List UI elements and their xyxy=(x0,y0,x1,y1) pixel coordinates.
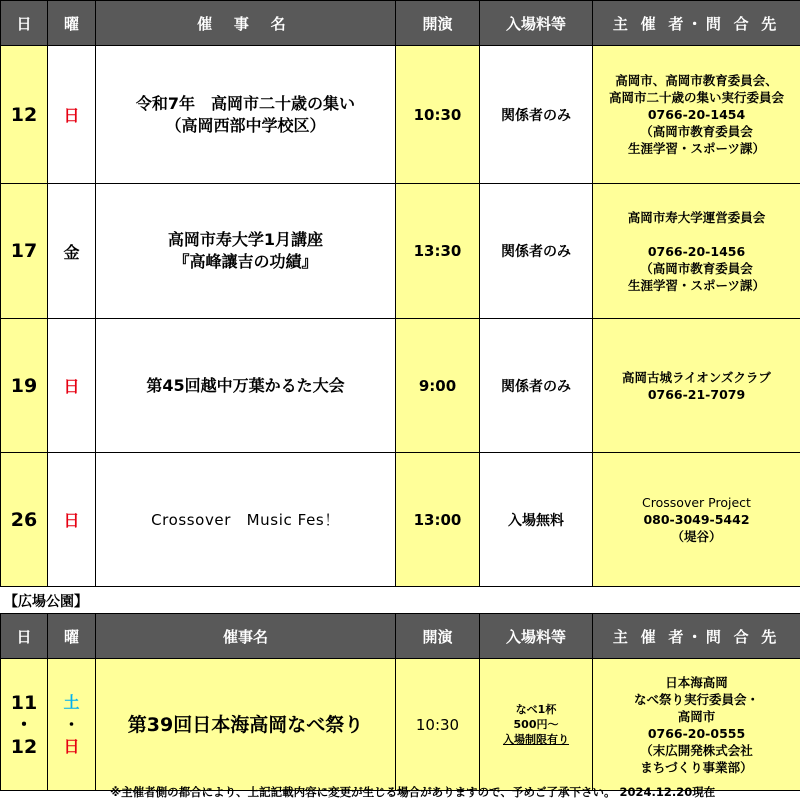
park-weekday-end: 日 xyxy=(63,736,80,756)
park-day-sep: ・ xyxy=(14,713,34,736)
event-row xyxy=(1,46,800,184)
park-event-start: 10:30 xyxy=(396,659,480,791)
header-start: 開演 xyxy=(396,1,480,46)
event-start: 10:30 xyxy=(396,46,480,184)
event-weekday: 日 xyxy=(48,319,96,453)
event-row xyxy=(1,319,800,453)
park-fee-line: 500円～ xyxy=(513,718,559,731)
park-section-label: 【広場公園】 xyxy=(4,594,88,610)
event-weekday: 日 xyxy=(48,453,96,587)
header-fee: 入場料等 xyxy=(480,1,593,46)
organizer-phone: 0766-20-0555 xyxy=(647,725,746,741)
organizer-line: 日本海高岡 xyxy=(665,674,728,690)
organizer-spacer xyxy=(593,226,800,243)
organizer-line: 高岡古城ライオンズクラブ xyxy=(622,369,771,385)
event-title-line: 第45回越中万葉かるた大会 xyxy=(146,375,345,395)
event-title-line: 『高峰讓吉の功績』 xyxy=(173,252,318,271)
park-header-organizer: 主 催 者・問 合 先 xyxy=(593,614,800,659)
event-title xyxy=(96,453,396,587)
event-fee: 関係者のみ xyxy=(480,46,593,184)
park-event-organizer xyxy=(593,659,800,791)
park-weekday-sep: ・ xyxy=(63,714,80,734)
event-title xyxy=(96,184,396,319)
park-header-event: 催事名 xyxy=(96,614,396,659)
event-organizer xyxy=(593,184,800,319)
event-title xyxy=(96,319,396,453)
organizer-line: 高岡市、高岡市教育委員会、 xyxy=(615,73,778,88)
park-event-row xyxy=(1,659,800,791)
park-header-day: 日 xyxy=(1,614,48,659)
organizer-line: （高岡市教育委員会 xyxy=(640,124,753,139)
event-fee: 関係者のみ xyxy=(480,184,593,319)
event-title-line: （高岡西部中学校区） xyxy=(165,115,326,135)
event-day: 17 xyxy=(1,184,48,319)
event-organizer xyxy=(593,46,800,184)
park-header-start: 開演 xyxy=(396,614,480,659)
event-day: 12 xyxy=(1,46,48,184)
event-organizer xyxy=(593,453,800,587)
event-fee: 入場無料 xyxy=(480,453,593,587)
organizer-line: 生涯学習・スポーツ課） xyxy=(627,277,765,293)
event-start: 13:30 xyxy=(396,184,480,319)
event-title xyxy=(96,46,396,184)
event-organizer xyxy=(593,319,800,453)
organizer-phone: 0766-20-1454 xyxy=(647,107,746,122)
park-event-title: 第39回日本海高岡なべ祭り xyxy=(96,659,396,791)
organizer-line: （末広開発株式会社 xyxy=(640,742,753,758)
event-title-line: 令和7年 高岡市二十歳の集い xyxy=(135,93,356,113)
park-weekday-start: 土 xyxy=(63,692,80,712)
organizer-line: 高岡市寿大学運営委員会 xyxy=(627,209,766,225)
event-day: 19 xyxy=(1,319,48,453)
header-organizer: 主 催 者・問 合 先 xyxy=(593,1,800,46)
footer-note: ※主催者側の都合により、上記記載内容に変更が生じる場合がありますので、予めご了承下さい。 2024.12.20現在 xyxy=(110,785,716,799)
event-title-line: Crossover Music Fes！ xyxy=(151,510,340,529)
event-weekday: 金 xyxy=(48,184,96,319)
park-event-weekday xyxy=(48,659,96,791)
event-weekday: 日 xyxy=(48,46,96,184)
organizer-line: 高岡市 xyxy=(677,708,716,724)
organizer-line: （高岡市教育委員会 xyxy=(640,260,753,276)
organizer-line: Crossover Project xyxy=(642,495,751,510)
event-start: 9:00 xyxy=(396,319,480,453)
park-fee-line: なべ1杯 xyxy=(515,703,557,716)
header-weekday: 曜 xyxy=(48,1,96,46)
organizer-line: 高岡市二十歳の集い実行委員会 xyxy=(608,90,784,105)
header-event: 催 事 名 xyxy=(96,1,396,46)
organizer-phone: 080-3049-5442 xyxy=(643,512,750,527)
park-schedule-table xyxy=(0,613,800,791)
park-fee-limit: 入場制限有り xyxy=(503,733,569,746)
park-day-start: 11 xyxy=(10,691,38,714)
event-row xyxy=(1,184,800,319)
event-title-line: 高岡市寿大学1月講座 xyxy=(167,230,324,249)
organizer-phone: 0766-21-7079 xyxy=(647,386,746,402)
park-event-fee xyxy=(480,659,593,791)
organizer-line: なべ祭り実行委員会・ xyxy=(633,691,759,707)
organizer-phone: 0766-20-1456 xyxy=(647,243,746,259)
event-start: 13:00 xyxy=(396,453,480,587)
park-event-day xyxy=(1,659,48,791)
header-day: 日 xyxy=(1,1,48,46)
header-row xyxy=(1,1,800,46)
park-day-end: 12 xyxy=(10,735,38,758)
park-header-fee: 入場料等 xyxy=(480,614,593,659)
park-header-row xyxy=(1,614,800,659)
organizer-line: （堤谷） xyxy=(671,529,722,544)
event-fee: 関係者のみ xyxy=(480,319,593,453)
event-row xyxy=(1,453,800,587)
organizer-line: 生涯学習・スポーツ課） xyxy=(627,141,765,156)
event-day: 26 xyxy=(1,453,48,587)
park-header-weekday: 曜 xyxy=(48,614,96,659)
organizer-line: まちづくり事業部） xyxy=(640,759,753,775)
